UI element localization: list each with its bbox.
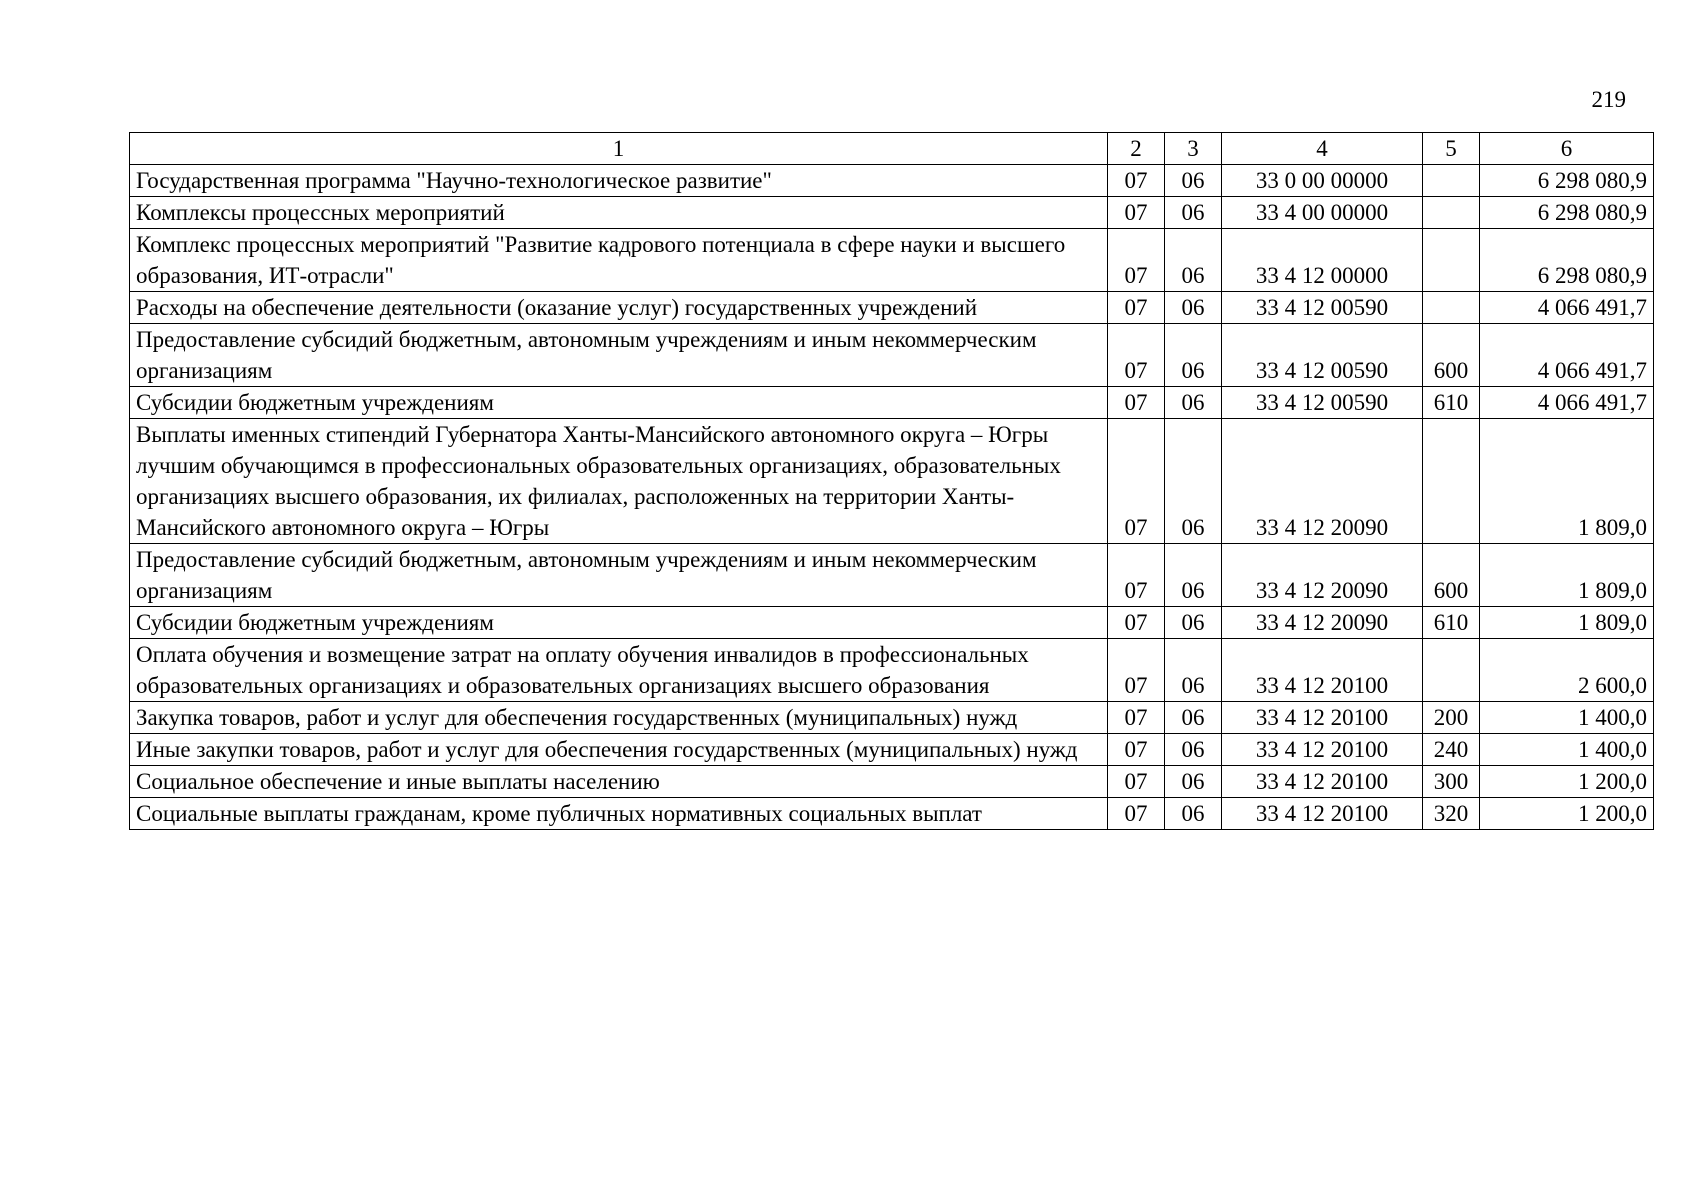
table-row xyxy=(130,229,1654,292)
target-article-code: 33 4 12 00590 xyxy=(1222,387,1423,419)
subsection-code: 06 xyxy=(1165,798,1222,830)
subsection-code: 06 xyxy=(1165,734,1222,766)
expense-type-code xyxy=(1423,292,1480,324)
amount: 1 809,0 xyxy=(1480,607,1654,639)
target-article-code: 33 4 12 00000 xyxy=(1222,229,1423,292)
section-code: 07 xyxy=(1108,702,1165,734)
subsection-code: 06 xyxy=(1165,165,1222,197)
expense-type-code xyxy=(1423,639,1480,702)
item-name: Выплаты именных стипендий Губернатора Ханты-Мансийского автономного округа – Югры лучшим обучающимся в профессиональных образовательных организациях, образовательных организациях высшего образования, их филиалах, расположенных на территории Ханты-Мансийского автономного округа – Югры xyxy=(130,419,1108,544)
amount: 6 298 080,9 xyxy=(1480,197,1654,229)
amount: 1 809,0 xyxy=(1480,419,1654,544)
section-code: 07 xyxy=(1108,197,1165,229)
amount: 2 600,0 xyxy=(1480,639,1654,702)
item-name: Комплексы процессных мероприятий xyxy=(130,197,1108,229)
item-name: Социальное обеспечение и иные выплаты населению xyxy=(130,766,1108,798)
column-header: 2 xyxy=(1108,133,1165,165)
subsection-code: 06 xyxy=(1165,607,1222,639)
item-name: Оплата обучения и возмещение затрат на оплату обучения инвалидов в профессиональных образовательных организациях и образовательных организациях высшего образования xyxy=(130,639,1108,702)
column-number-row xyxy=(130,133,1654,165)
expense-type-code: 320 xyxy=(1423,798,1480,830)
table-row xyxy=(130,607,1654,639)
amount: 4 066 491,7 xyxy=(1480,324,1654,387)
expense-type-code xyxy=(1423,419,1480,544)
item-name: Закупка товаров, работ и услуг для обеспечения государственных (муниципальных) нужд xyxy=(130,702,1108,734)
table-row xyxy=(130,324,1654,387)
target-article-code: 33 4 12 20100 xyxy=(1222,702,1423,734)
target-article-code: 33 4 00 00000 xyxy=(1222,197,1423,229)
column-header: 1 xyxy=(130,133,1108,165)
amount: 4 066 491,7 xyxy=(1480,292,1654,324)
table-row xyxy=(130,544,1654,607)
item-name: Комплекс процессных мероприятий "Развитие кадрового потенциала в сфере науки и высшего образования, ИТ-отрасли" xyxy=(130,229,1108,292)
section-code: 07 xyxy=(1108,292,1165,324)
amount: 4 066 491,7 xyxy=(1480,387,1654,419)
amount: 6 298 080,9 xyxy=(1480,165,1654,197)
table-row xyxy=(130,419,1654,544)
subsection-code: 06 xyxy=(1165,292,1222,324)
item-name: Иные закупки товаров, работ и услуг для обеспечения государственных (муниципальных) нужд xyxy=(130,734,1108,766)
subsection-code: 06 xyxy=(1165,544,1222,607)
section-code: 07 xyxy=(1108,324,1165,387)
expense-type-code xyxy=(1423,165,1480,197)
target-article-code: 33 4 12 20100 xyxy=(1222,798,1423,830)
section-code: 07 xyxy=(1108,544,1165,607)
item-name: Государственная программа "Научно-технологическое развитие" xyxy=(130,165,1108,197)
section-code: 07 xyxy=(1108,387,1165,419)
amount: 1 200,0 xyxy=(1480,798,1654,830)
page-number: 219 xyxy=(1591,87,1626,112)
section-code: 07 xyxy=(1108,165,1165,197)
amount: 1 200,0 xyxy=(1480,766,1654,798)
item-name: Расходы на обеспечение деятельности (оказание услуг) государственных учреждений xyxy=(130,292,1108,324)
target-article-code: 33 4 12 20090 xyxy=(1222,419,1423,544)
expense-type-code: 600 xyxy=(1423,544,1480,607)
expense-type-code: 610 xyxy=(1423,607,1480,639)
expense-type-code xyxy=(1423,197,1480,229)
amount: 6 298 080,9 xyxy=(1480,229,1654,292)
table-row xyxy=(130,197,1654,229)
subsection-code: 06 xyxy=(1165,229,1222,292)
expense-type-code: 240 xyxy=(1423,734,1480,766)
target-article-code: 33 4 12 20100 xyxy=(1222,734,1423,766)
table-row xyxy=(130,292,1654,324)
section-code: 07 xyxy=(1108,766,1165,798)
target-article-code: 33 0 00 00000 xyxy=(1222,165,1423,197)
table-row xyxy=(130,798,1654,830)
column-header: 5 xyxy=(1423,133,1480,165)
table-row xyxy=(130,702,1654,734)
section-code: 07 xyxy=(1108,734,1165,766)
item-name: Предоставление субсидий бюджетным, автономным учреждениям и иным некоммерческим организациям xyxy=(130,324,1108,387)
subsection-code: 06 xyxy=(1165,419,1222,544)
table-row xyxy=(130,165,1654,197)
section-code: 07 xyxy=(1108,229,1165,292)
item-name: Предоставление субсидий бюджетным, автономным учреждениям и иным некоммерческим организациям xyxy=(130,544,1108,607)
item-name: Субсидии бюджетным учреждениям xyxy=(130,607,1108,639)
item-name: Социальные выплаты гражданам, кроме публичных нормативных социальных выплат xyxy=(130,798,1108,830)
expense-type-code: 600 xyxy=(1423,324,1480,387)
subsection-code: 06 xyxy=(1165,639,1222,702)
column-header: 4 xyxy=(1222,133,1423,165)
amount: 1 400,0 xyxy=(1480,734,1654,766)
section-code: 07 xyxy=(1108,639,1165,702)
amount: 1 809,0 xyxy=(1480,544,1654,607)
amount: 1 400,0 xyxy=(1480,702,1654,734)
section-code: 07 xyxy=(1108,798,1165,830)
subsection-code: 06 xyxy=(1165,197,1222,229)
column-header: 3 xyxy=(1165,133,1222,165)
section-code: 07 xyxy=(1108,607,1165,639)
target-article-code: 33 4 12 20100 xyxy=(1222,766,1423,798)
table-row xyxy=(130,734,1654,766)
subsection-code: 06 xyxy=(1165,702,1222,734)
target-article-code: 33 4 12 00590 xyxy=(1222,292,1423,324)
table-row xyxy=(130,639,1654,702)
subsection-code: 06 xyxy=(1165,387,1222,419)
subsection-code: 06 xyxy=(1165,324,1222,387)
table-row xyxy=(130,766,1654,798)
target-article-code: 33 4 12 20090 xyxy=(1222,544,1423,607)
target-article-code: 33 4 12 20090 xyxy=(1222,607,1423,639)
target-article-code: 33 4 12 00590 xyxy=(1222,324,1423,387)
expense-type-code: 300 xyxy=(1423,766,1480,798)
expense-type-code: 610 xyxy=(1423,387,1480,419)
section-code: 07 xyxy=(1108,419,1165,544)
budget-table xyxy=(129,132,1654,830)
subsection-code: 06 xyxy=(1165,766,1222,798)
item-name: Субсидии бюджетным учреждениям xyxy=(130,387,1108,419)
target-article-code: 33 4 12 20100 xyxy=(1222,639,1423,702)
expense-type-code xyxy=(1423,229,1480,292)
column-header: 6 xyxy=(1480,133,1654,165)
table-row xyxy=(130,387,1654,419)
expense-type-code: 200 xyxy=(1423,702,1480,734)
